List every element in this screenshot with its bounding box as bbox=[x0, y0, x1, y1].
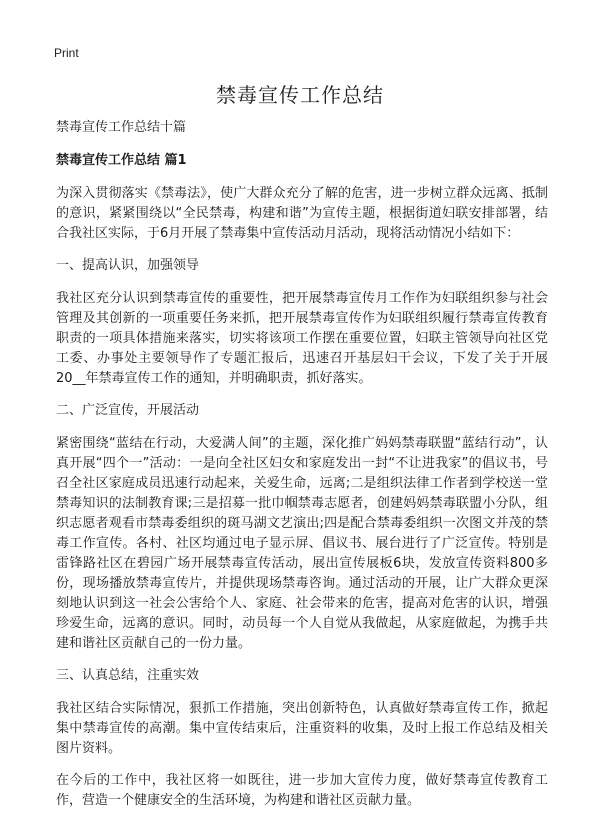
article-body bbox=[56, 118, 548, 823]
print-link[interactable]: Print bbox=[54, 46, 79, 60]
section-paragraph-2: 紧密围绕“蓝结在行动，大爱满人间”的主题，深化推广妈妈禁毒联盟“蓝结行动”，认真开展“四个一”活动：一是向全社区妇女和家庭发出一封“不让进我家”的倡议书，号召全社区家庭成员迅速行动起来，关爱生命，远离;二是组织法律工作者到学校送一堂禁毒知识的法制教育课;三是招募一批巾帼禁毒志愿者，创建妈妈禁毒联盟小分队，组织志愿者观看市禁毒委组织的斑马湖文艺演出;四是配合禁毒委组织一次图文并茂的禁毒工作宣传。各村、社区均通过电子显示屏、倡议书、展台进行了广泛宣传。特别是雷锋路社区在碧园广场开展禁毒宣传活动，展出宣传展板6块，发放宣传资料800多份，现场播放禁毒宣传片，并提供现场禁毒咨询。通过活动的开展，让广大群众更深刻地认识到这一社会公害给个人、家庭、社会带来的危害，提高对危害的认识，增强珍爱生命，远离的意识。同时，动员每一个人自觉从我做起，从家庭做起，为携手共建和谐社区贡献自己的一份力量。 bbox=[56, 436, 548, 651]
section-heading-3: 三、认真总结，注重实效 bbox=[56, 668, 200, 683]
page-title: 禁毒宣传工作总结 bbox=[216, 83, 384, 107]
intro-paragraph: 为深入贯彻落实《禁毒法》，使广大群众充分了解的危害，进一步树立群众远离、抵制的意识，紧紧围绕以“全民禁毒，构建和谐”为宣传主题，根据街道妇联安排部署，结合我社区实际，于6月开展了禁毒集中宣传活动月活动，现将活动情况小结如下： bbox=[56, 186, 548, 241]
closing-paragraph: 在今后的工作中，我社区将一如既往，进一步加大宣传力度，做好禁毒宣传教育工作，营造一个健康安全的生活环境，为构建和谐社区贡献力量。 bbox=[56, 773, 548, 808]
article-title: 禁毒宣传工作总结 篇1 bbox=[56, 153, 187, 168]
section-paragraph-1: 我社区充分认识到禁毒宣传的重要性，把开展禁毒宣传月工作作为妇联组织参与社会管理及其创新的一项重要任务来抓，把开展禁毒宣传作为妇联组织履行禁毒宣传教育职责的一项具体措施来落实，切实将该项工作摆在重要位置，妇联主管领导向社区党工委、办事处主要领导作了专题汇报后，迅速召开基层妇干会议，下发了关于开展20__年禁毒宣传工作的通知，并明确职责，抓好落实。 bbox=[56, 291, 548, 386]
document-subtitle: 禁毒宣传工作总结十篇 bbox=[56, 120, 187, 135]
section-paragraph-3: 我社区结合实际情况，狠抓工作措施，突出创新特色，认真做好禁毒宣传工作，掀起集中禁毒宣传的高潮。集中宣传结束后，注重资料的收集，及时上报工作总结及相关图片资料。 bbox=[56, 701, 548, 756]
section-heading-2: 二、广泛宣传，开展活动 bbox=[56, 403, 200, 418]
section-heading-1: 一、提高认识，加强领导 bbox=[56, 258, 200, 273]
